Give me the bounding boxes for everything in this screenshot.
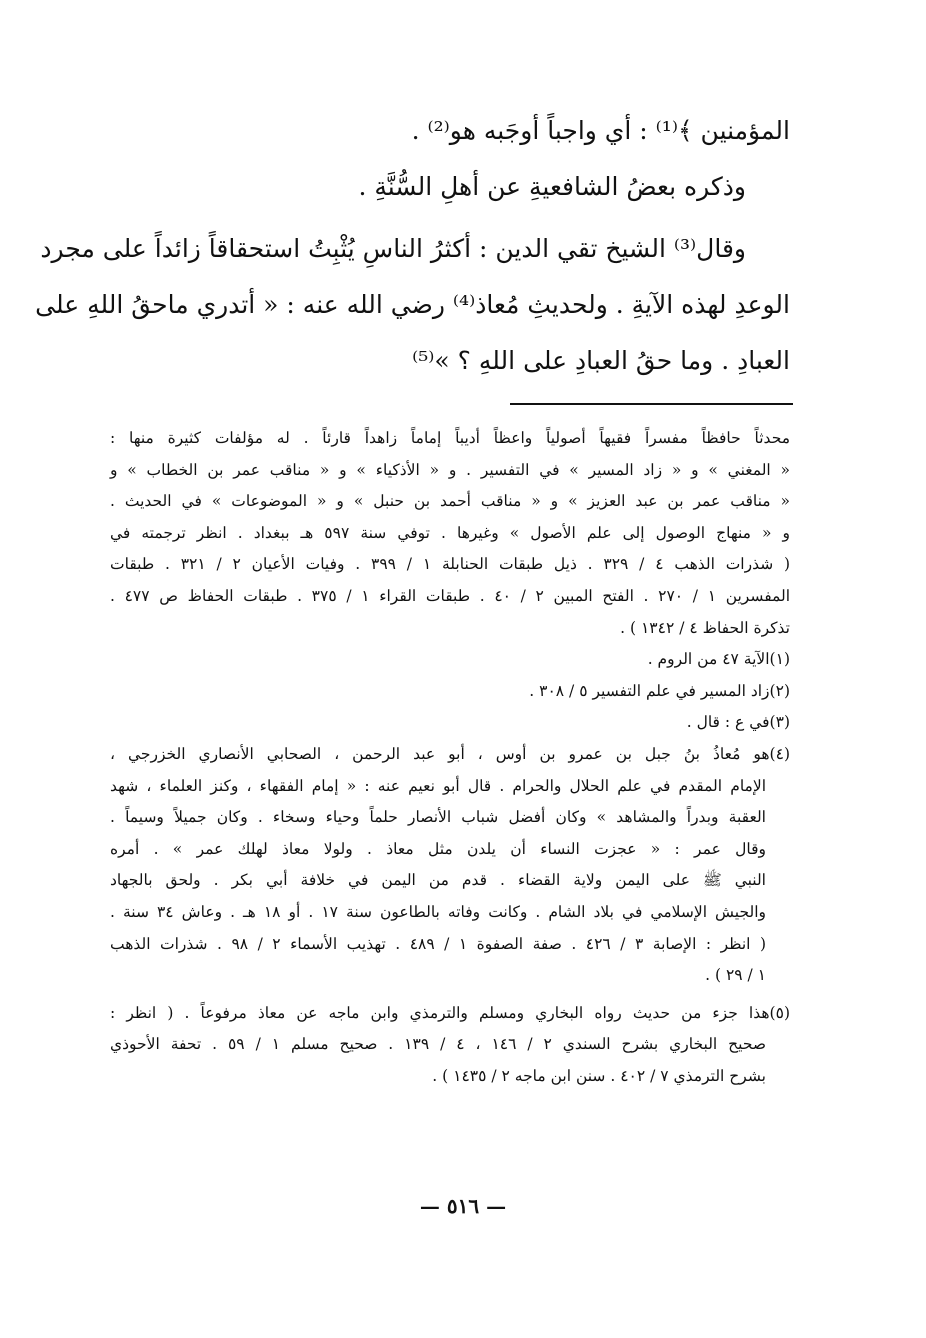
footnote-line: ١ / ٢٩ ) . — [705, 966, 766, 985]
footnote-line: « مناقب عمر بن عبد العزيز » و « مناقب أحمد بن حنبل » و « الموضوعات » في الحديث . — [110, 492, 790, 511]
footnote-text: في ع : قال . — [686, 713, 770, 732]
footnote-text: هو مُعاذُ بنُ جبل بن عمرو بن أوس ، أبو عبد الرحمن ، الصحابي الأنصاري الخزرجي ، — [110, 744, 770, 763]
footnote-marker: (١) — [769, 650, 790, 669]
footnote-line: بشرح الترمذي ٧ / ٤٠٢ . سنن ابن ماجه ٢ / ١٤٣٥ ) . — [432, 1066, 766, 1085]
footnote-5 — [110, 998, 790, 1030]
footnote-3 — [110, 707, 790, 739]
footnote-4 — [110, 739, 790, 771]
main-line: وذكره بعضُ الشافعيةِ عن أهلِ السُّنَّةِ . — [358, 172, 746, 201]
footnote-1 — [110, 644, 790, 676]
footnote-text: هذا جزء من حديث رواه البخاري ومسلم والترمذي وابن ماجه عن معاذ مرفوعاً . ( انظر : — [110, 1003, 770, 1022]
footnote-text: الآية ٤٧ من الروم . — [647, 650, 770, 669]
footnote-line: وقال عمر : « عجزت النساء أن يلدن مثل معاذ . ولولا معاذ لهلك عمر » . أمره — [110, 839, 766, 858]
main-line: المؤمنين ﴾⁽¹⁾ : أي واجباً أوجَبه هو⁽²⁾ . — [411, 116, 790, 145]
main-text — [100, 103, 790, 215]
main-line: العبادِ . وما حقُ العبادِ على اللهِ ؟ »⁽⁵⁾ — [412, 346, 790, 375]
footnote-line: ( انظر : الإصابة ٣ / ٤٢٦ . صفة الصفوة ١ / ٤٨٩ . تهذيب الأسماء ٢ / ٩٨ . شذرات الذهب — [110, 934, 767, 953]
footnote-2 — [110, 676, 790, 708]
main-line: وقال⁽³⁾ الشيخ تقي الدين : أكثرُ الناسِ يُثْبِتُ استحقاقاً زائداً على مجرد — [40, 234, 746, 263]
footnote-line: الإمام المقدم في علم الحلال والحرام . قال أبو نعيم عنه : « إمام الفقهاء ، وكنز العلماء ، شهد — [110, 776, 766, 795]
footnote-line: النبي ﷺ على اليمن ولاية القضاء . قدم من اليمن في خلافة أبي بكر . ولحق بالجهاد — [110, 871, 766, 890]
main-line: الوعدِ لهذه الآيةِ . ولحديثِ مُعاذ⁽⁴⁾ رضي الله عنه : « أتدري ماحقُ اللهِ على — [35, 290, 790, 319]
main-paragraph — [35, 221, 790, 389]
footnote-line: والجيش الإسلامي في بلاد الشام . وكانت وفاته بالطاعون سنة ١٧ . أو ١٨ هـ . وعاش ٣٤ سنة . — [110, 902, 767, 921]
footnote-line: تذكرة الحفاظ ٤ / ١٣٤٢ ) . — [620, 618, 790, 637]
footnote-separator — [510, 403, 793, 405]
footnote-text: زاد المسير في علم التفسير ٥ / ٣٠٨ . — [529, 681, 770, 700]
footnote-line: ( شذرات الذهب ٤ / ٣٢٩ . ذيل طبقات الحنابلة ١ / ٣٩٩ . وفيات الأعيان ٢ / ٣٢١ . طبقات — [110, 555, 791, 574]
footnote-line: المفسرين ١ / ٢٧٠ . الفتح المبين ٢ / ٤٠ . طبقات القراء ١ / ٣٧٥ . طبقات الحفاظ ص ٤٧٧ . — [110, 586, 791, 605]
footnote-line: العقبة وبدراً والمشاهد » وكان أفضل شباب الأنصار حلماً وحياء وسخاء . وكان جميلاً وسيماً . — [110, 808, 766, 827]
footnotes — [110, 423, 790, 1092]
footnote-line: « المغني » و « زاد المسير » في التفسير . و « الأذكياء » و « مناقب عمر بن الخطاب » و — [110, 460, 790, 479]
footnote-line: صحيح البخاري بشرح السندي ٢ / ١٤٦ ، ٤ / ١٣٩ . صحيح مسلم ١ / ٥٩ . تحفة الأحوذي — [110, 1035, 767, 1054]
footnote-marker: (٤) — [769, 744, 790, 763]
footnote-line: محدثاً حافظاً مفسراً فقيهاً أصولياً واعظاً أديباً إماماً زاهداً قارئاً . له مؤلفات كثيرة منها : — [110, 429, 790, 447]
footnote-line: و « منهاج الوصول إلى علم الأصول » وغيرها . توفي سنة ٥٩٧ هـ ببغداد . انظر ترجمته في — [110, 523, 790, 542]
footnote-marker: (٥) — [769, 1003, 790, 1022]
footnote-marker: (٣) — [769, 713, 790, 732]
page-number: — ٥١٦ — — [419, 1194, 507, 1218]
footnote-marker: (٢) — [769, 681, 790, 700]
